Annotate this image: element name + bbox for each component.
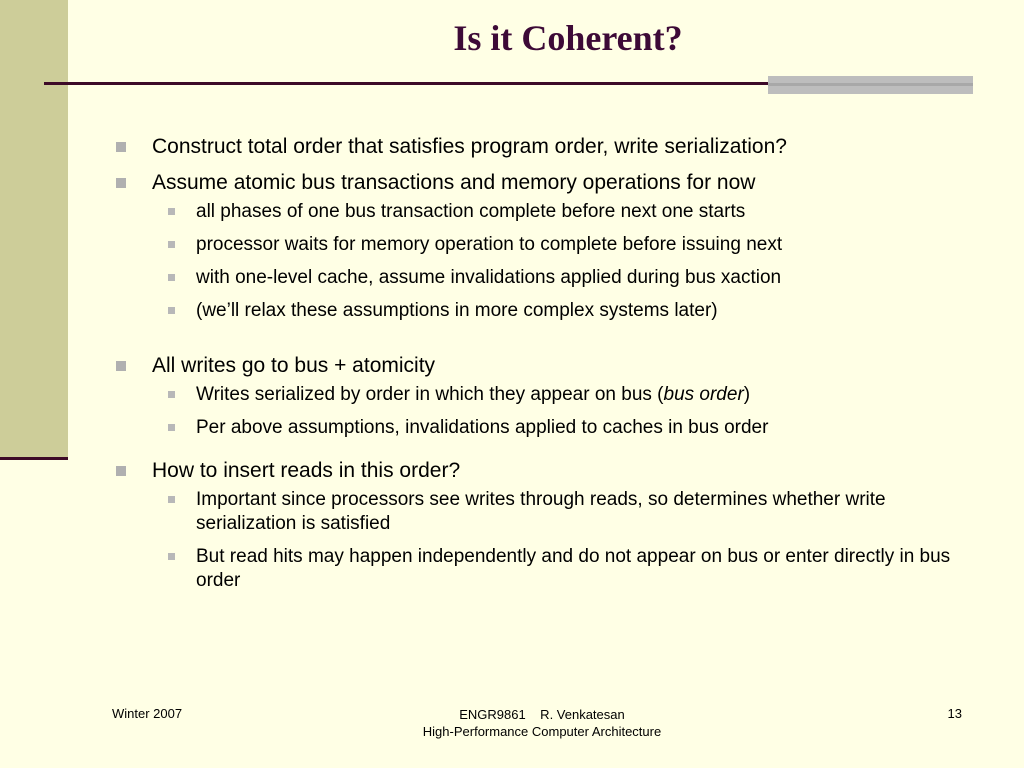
sub-bullet-emphasis: bus order [663,384,744,405]
square-bullet-icon [116,361,126,371]
bullet-item [116,170,976,323]
square-bullet-icon [116,466,126,476]
square-bullet-icon [168,307,175,314]
square-bullet-icon [168,208,175,215]
sub-bullet-list [116,383,976,440]
footer-course-title: High-Performance Computer Architecture [422,724,662,739]
sub-bullet-item [116,383,976,407]
sub-bullet-item [116,233,976,257]
left-bar-underline [0,457,68,460]
sub-bullet-item [116,266,976,290]
slide-title: Is it Coherent? [453,18,683,58]
bullet-item [116,353,976,440]
square-bullet-icon [168,241,175,248]
sub-bullet-text: Important since processors see writes through reads, so determines whether write serialization is satisfied [196,489,886,534]
square-bullet-icon [168,391,175,398]
sub-bullet-list [116,488,976,593]
square-bullet-icon [168,424,175,431]
title-accent-bar [768,76,973,94]
bullet-text: Assume atomic bus transactions and memory operations for now [152,171,756,194]
sub-bullet-item [116,545,976,593]
square-bullet-icon [168,496,175,503]
sub-bullet-text: But read hits may happen independently and do not appear on bus or enter directly in bus order [196,546,951,591]
bullet-list [116,134,976,603]
square-bullet-icon [168,274,175,281]
footer-date: Winter 2007 [112,706,183,721]
square-bullet-icon [116,142,126,152]
page-number: 13 [947,706,962,721]
sub-bullet-item [116,416,976,440]
sub-bullet-text: with one-level cache, assume invalidations applied during bus xaction [196,267,782,288]
sub-bullet-item [116,200,976,224]
footer-course [392,706,692,740]
bullet-text: How to insert reads in this order? [152,459,461,482]
bullet-text: Construct total order that satisfies program order, write serialization? [152,135,787,158]
footer-course-line: ENGR9861 R. Venkatesan [459,707,625,722]
left-decorative-bar [0,0,68,457]
bullet-item [116,134,976,160]
sub-bullet-text-before: Writes serialized by order in which they appear on bus ( [196,384,664,405]
sub-bullet-list [116,200,976,323]
title-underline-rule [44,82,770,85]
sub-bullet-text: (we’ll relax these assumptions in more complex systems later) [196,300,718,321]
bullet-item [116,458,976,593]
sub-bullet-text-after: ) [743,384,751,405]
square-bullet-icon [168,553,175,560]
square-bullet-icon [116,178,126,188]
sub-bullet-text: processor waits for memory operation to complete before issuing next [196,234,783,255]
sub-bullet-text: all phases of one bus transaction complete before next one starts [196,201,746,222]
sub-bullet-text: Per above assumptions, invalidations applied to caches in bus order [196,417,769,438]
bullet-text: All writes go to bus + atomicity [152,354,436,377]
sub-bullet-item [116,299,976,323]
sub-bullet-item [116,488,976,536]
